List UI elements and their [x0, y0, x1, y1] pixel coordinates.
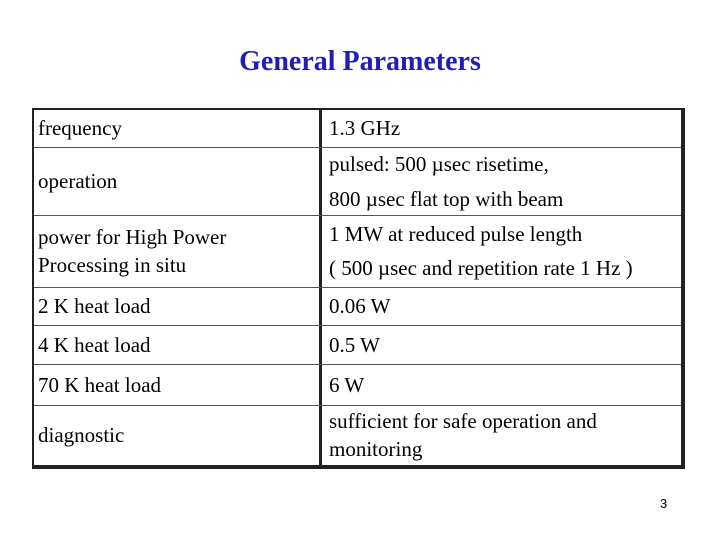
value-text-line-2: ( 500 µsec and repetition rate 1 Hz ) [329, 255, 633, 280]
value-text-line-1: sufficient for safe operation and [329, 409, 597, 434]
param-text: 2 K heat load [38, 294, 151, 319]
value-text: 1.3 GHz [329, 116, 401, 141]
parameters-table [32, 108, 685, 469]
value-cell [329, 406, 679, 465]
table-row [34, 148, 681, 216]
table-row [34, 326, 681, 365]
table-row [34, 406, 681, 465]
param-text: 70 K heat load [38, 372, 162, 397]
param-text: diagnostic [38, 423, 125, 448]
param-cell [38, 406, 313, 465]
value-cell [329, 110, 679, 147]
table-row [34, 365, 681, 406]
value-text-line-1: 1 MW at reduced pulse length [329, 221, 583, 246]
value-cell [329, 326, 679, 364]
value-cell [329, 216, 679, 287]
value-cell [329, 365, 679, 405]
value-cell [329, 288, 679, 325]
param-cell [38, 148, 313, 215]
table-row [34, 110, 681, 148]
param-cell [38, 288, 313, 325]
param-text: 4 K heat load [38, 332, 151, 357]
value-text: 0.5 W [329, 332, 380, 357]
param-cell [38, 365, 313, 405]
param-text: operation [38, 169, 118, 194]
param-text: frequency [38, 116, 122, 141]
value-text-line-2: monitoring [329, 436, 423, 461]
value-text: 6 W [329, 372, 365, 397]
page-number: 3 [660, 496, 668, 511]
param-cell [38, 326, 313, 364]
param-cell [38, 110, 313, 147]
param-cell [38, 216, 313, 287]
value-cell [329, 148, 679, 215]
slide-title: General Parameters [239, 46, 481, 77]
value-text-line-2: 800 µsec flat top with beam [329, 186, 564, 211]
table-row [34, 216, 681, 288]
value-text-line-1: pulsed: 500 µsec risetime, [329, 151, 549, 176]
value-text: 0.06 W [329, 294, 391, 319]
param-text-line-2: Processing in situ [38, 252, 187, 277]
param-text-line-1: power for High Power [38, 225, 227, 250]
table-row [34, 288, 681, 326]
